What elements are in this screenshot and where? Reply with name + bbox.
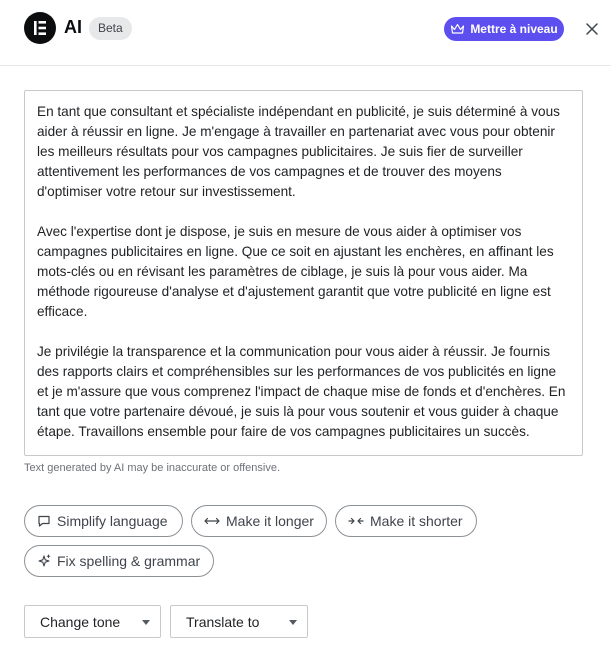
upgrade-button[interactable] <box>444 17 564 41</box>
beta-badge: Beta <box>89 17 132 40</box>
expand-arrows-icon <box>204 516 220 526</box>
fix-spelling-grammar-label: Fix spelling & grammar <box>57 553 201 569</box>
header <box>0 0 611 66</box>
elementor-logo-icon <box>24 12 56 44</box>
generated-paragraph: Je privilégie la transparence et la communication pour vous aider à réussir. Je fournis des rapports clairs et compréhensibles sur les performances de vos publicités en ligne et je m'assure que vous comprenez l'impact de chaque mise de fonds et d'enchères. En tant que votre partenaire dévoué, je suis là pour vous soutenir et vous guider à chaque étape. Travaillons ensemble pour faire de vos campagnes publicitaires un succès. <box>37 344 566 439</box>
change-tone-value: Change tone <box>40 613 121 630</box>
collapse-arrows-icon <box>348 516 364 526</box>
translate-to-value: Translate to <box>186 613 260 630</box>
generated-paragraph: Avec l'expertise dont je dispose, je suis en mesure de vous aider à optimiser vos campagnes publicitaires en ligne. Que ce soit en ajustant les enchères, en affinant les mots-clés ou en révisant les paramètres de ciblage, je suis là pour vous aider. Ma méthode rigoureuse d'analyse et d'ajustement garantit que votre publicité en ligne est efficace. <box>37 224 554 319</box>
change-tone-select[interactable] <box>24 605 161 638</box>
ai-disclaimer: Text generated by AI may be inaccurate or offensive. <box>24 462 281 474</box>
generated-paragraph: En tant que consultant et spécialiste indépendant en publicité, je suis déterminé à vous aider à réussir en ligne. Je m'engage à travailler en partenariat avec vous pour obtenir les meilleurs résultats pour vos campagnes publicitaires. Je suis fier de surveiller attentivement les performances de vos campagnes et de trouver des moyens d'optimiser votre retour sur investissement. <box>37 104 560 199</box>
app-title: AI <box>64 17 82 37</box>
close-icon <box>582 19 602 39</box>
speech-bubble-icon <box>37 514 51 528</box>
make-longer-button[interactable] <box>191 505 327 537</box>
chevron-down-icon <box>289 620 297 625</box>
crown-icon <box>450 23 465 35</box>
fix-spelling-grammar-button[interactable] <box>24 545 214 577</box>
simplify-language-button[interactable] <box>24 505 183 537</box>
sparkle-icon <box>37 554 51 568</box>
chevron-down-icon <box>142 620 150 625</box>
make-shorter-button[interactable] <box>335 505 477 537</box>
upgrade-label: Mettre à niveau <box>470 22 558 36</box>
close-button[interactable] <box>582 19 602 39</box>
generated-text-area[interactable] <box>24 90 583 456</box>
translate-to-select[interactable] <box>170 605 308 638</box>
simplify-language-label: Simplify language <box>57 513 168 529</box>
make-longer-label: Make it longer <box>226 513 314 529</box>
make-shorter-label: Make it shorter <box>370 513 463 529</box>
